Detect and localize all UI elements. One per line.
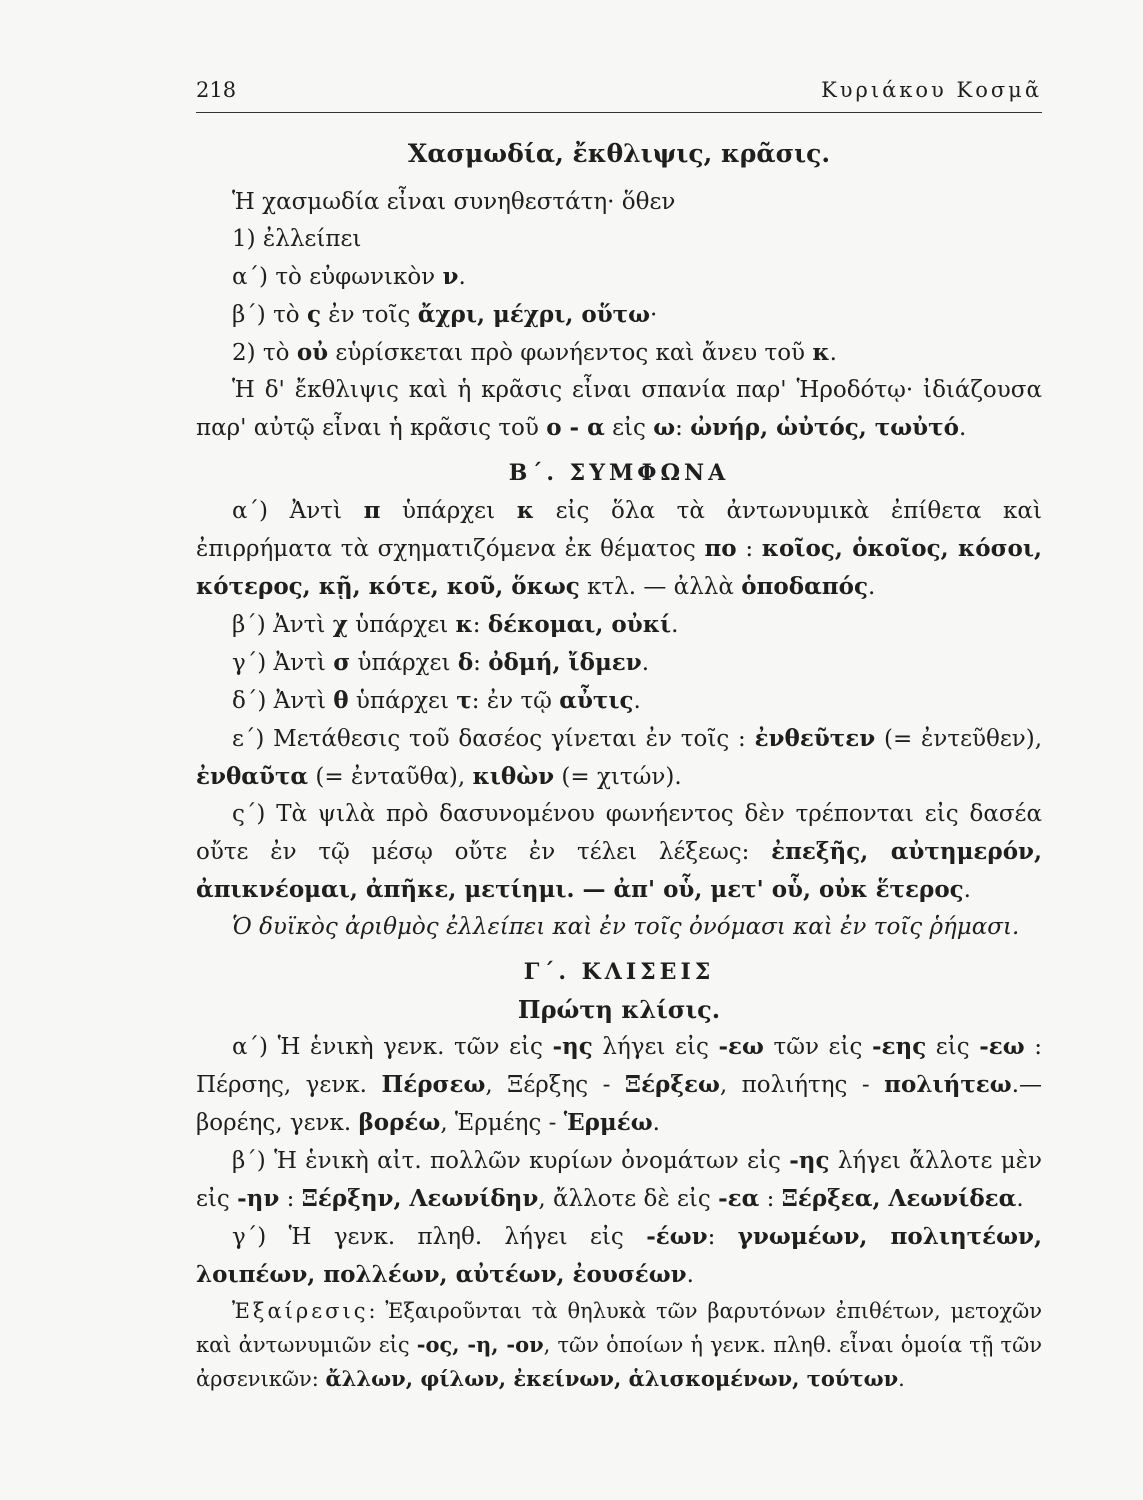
bold-term: ς: [306, 301, 321, 328]
bold-term: τ: [456, 687, 472, 714]
paragraph: [196, 184, 1042, 221]
text-run: ὑπάρχει: [348, 688, 457, 714]
text-run: , ἄλλοτε δὲ εἰς: [538, 1186, 719, 1212]
bold-term: -ην: [237, 1185, 280, 1212]
text-run: α΄) Ἡ ἑνικὴ γενκ. τῶν εἰς: [232, 1034, 553, 1060]
text-run: .: [958, 415, 967, 441]
text-run: , πολιήτης -: [719, 1072, 885, 1098]
spaced-term: Ἐξαίρεσις: [232, 1299, 369, 1323]
paragraph: [196, 1218, 1042, 1294]
bold-term: δ: [457, 649, 474, 676]
text-run: α΄) τὸ εὐφωνικὸν: [232, 264, 443, 290]
bold-term: κ: [516, 497, 534, 524]
text-run: (= χιτών).: [554, 764, 682, 790]
bold-term: -εης: [871, 1033, 927, 1060]
text-run: :: [473, 650, 489, 676]
bold-term: κοῖος, ὁκοῖος, κόσοι, κότερος, κῇ, κότε, κοῦ, ὅκως: [196, 535, 1043, 600]
subsection-heading: Πρώτη κλίσις.: [517, 995, 721, 1024]
bold-term: Ξέρξην, Λεωνίδην: [301, 1185, 539, 1212]
text-run: : Πέρσης, γενκ.: [196, 1034, 1043, 1098]
bold-term: ἄλλων, φίλων, ἐκείνων, ἁλισκομένων, τούτων: [325, 1366, 899, 1391]
bold-term: αὖτις: [559, 687, 634, 714]
text-run: β΄) τὸ: [232, 302, 307, 328]
text-run: γ΄) Ἀντὶ: [232, 650, 334, 676]
paragraph: [196, 1028, 1042, 1142]
page-body: [196, 135, 1042, 1396]
text-run: .: [829, 340, 837, 366]
page-header: [196, 72, 1042, 113]
bold-term: πο: [704, 535, 737, 562]
text-run: β΄) Ἀντὶ: [232, 612, 333, 638]
text-run: κτλ. — ἀλλὰ: [579, 574, 742, 600]
bold-term: -εα: [718, 1185, 760, 1212]
text-run: .: [641, 650, 650, 676]
bold-term: -έων: [646, 1223, 708, 1250]
text-run: .: [898, 1367, 905, 1391]
bold-term: σ: [333, 649, 351, 676]
section-heading: Β΄. ΣΥΜΦΩΝΑ: [508, 460, 730, 486]
text-run: α΄) Ἀντὶ: [232, 498, 364, 524]
bold-term: -ης: [789, 1147, 830, 1174]
bold-term: ἐνθεῦτεν: [754, 725, 876, 752]
text-run: ·: [650, 302, 658, 328]
text-run: .: [867, 574, 876, 600]
text-run: δ΄) Ἀντὶ: [232, 688, 334, 714]
bold-term: ο - α: [546, 414, 605, 441]
text-run: .: [652, 1110, 660, 1136]
paragraph: [196, 682, 1042, 720]
text-run: .: [458, 264, 466, 290]
text-run: Ἡ χασμωδία εἶναι συνηθεστάτη· ὅθεν: [232, 189, 676, 215]
text-run: .— βορέης, γενκ.: [196, 1072, 1042, 1136]
bold-term: γνωμέων, πολιητέων, λοιπέων, πολλέων, αὐτέων, ἐουσέων: [196, 1223, 1043, 1288]
text-run: Ὁ δυϊκὸς ἀριθμὸς ἐλλείπει καὶ ἐν τοῖς ὀνόμασι καὶ ἐν τοῖς ῥήμασι.: [232, 914, 1020, 940]
text-run: .: [1016, 1186, 1024, 1212]
text-run: ὑπάρχει: [347, 612, 456, 638]
text-run: :: [707, 1224, 738, 1250]
paragraph: [196, 720, 1042, 796]
paragraph: [196, 372, 1042, 447]
bold-term: Ξέρξεα, Λεωνίδεα: [781, 1185, 1017, 1212]
text-run: ἐν τοῖς: [320, 302, 418, 328]
text-run: λήγει ἄλλοτε μὲν εἰς: [196, 1148, 1042, 1212]
text-run: :: [675, 415, 691, 441]
text-run: λήγει εἰς: [592, 1034, 719, 1060]
bold-term: θ: [333, 687, 349, 714]
text-run: γ΄) Ἡ γενκ. πληθ. λήγει εἰς: [232, 1224, 647, 1250]
bold-term: δέκομαι, οὐκί: [487, 611, 672, 638]
paragraph: [196, 334, 1042, 372]
text-run: ὑπάρχει: [380, 498, 517, 524]
paragraph: [196, 909, 1042, 946]
bold-term: -εω: [979, 1033, 1025, 1060]
text-run: , Ξέρξης -: [485, 1072, 625, 1098]
bold-term: κ: [455, 611, 473, 638]
paragraph: [196, 644, 1042, 682]
text-run: εὑρίσκεται πρὸ φωνήεντος καὶ ἄνευ τοῦ: [328, 340, 813, 366]
paragraph: [196, 258, 1042, 296]
page-number: 218: [196, 78, 237, 102]
text-run: εἰς: [926, 1034, 980, 1060]
text-run: , Ἑρμέης -: [440, 1110, 564, 1136]
bold-term: κιθὼν: [472, 763, 555, 790]
text-run: ς΄) Τὰ ψιλὰ πρὸ δασυνομένου φωνήεντος δὲν τρέπονται εἰς δασέα οὔτε ἐν τῷ μέσῳ οὔτε ἐν τέλει λέξεως:: [196, 801, 1042, 865]
text-run: ε΄) Μετάθεσις τοῦ δασέος γίνεται ἐν τοῖς :: [232, 726, 755, 752]
text-run: ὑπάρχει: [350, 650, 458, 676]
bold-term: -ος, -η, -ον: [416, 1332, 544, 1357]
text-run: , τῶν ὁποίων ἡ γενκ. πληθ. εἶναι ὁμοία τῇ τῶν ἀρσενικῶν:: [196, 1333, 1042, 1391]
bold-term: -ης: [552, 1033, 593, 1060]
text-run: :: [472, 612, 488, 638]
paragraph: [196, 1142, 1042, 1218]
text-run: β΄) Ἡ ἑνικὴ αἰτ. πολλῶν κυρίων ὀνομάτων εἰς: [232, 1148, 790, 1174]
bold-term: ὀδμή, ἴδμεν: [488, 649, 642, 676]
paragraph: [196, 296, 1042, 334]
paragraph: [196, 796, 1042, 909]
text-run: :: [759, 1186, 782, 1212]
bold-term: κ: [812, 339, 830, 366]
text-run: :: [279, 1186, 302, 1212]
section-heading: Χασμωδία, ἔκθλιψις, κρᾶσις.: [407, 139, 831, 168]
bold-term: ὁποδαπός: [741, 573, 868, 600]
bold-term: Ἑρμέω: [563, 1109, 653, 1136]
text-run: τῶν εἰς: [763, 1034, 872, 1060]
bold-term: βορέω: [358, 1109, 441, 1136]
bold-term: π: [363, 497, 381, 524]
bold-term: ἐνθαῦτα: [196, 763, 309, 790]
text-run: εἰς ὅλα τὰ ἀντωνυμικὰ ἐπίθετα καὶ ἐπιρρήματα τὰ σχηματιζόμενα ἐκ θέματος: [196, 498, 1042, 562]
paragraph: [196, 606, 1042, 644]
text-run: Ἡ δ' ἔκθλιψις καὶ ἡ κρᾶσις εἶναι σπανία παρ' Ἡροδότῳ· ἰδιάζουσα παρ' αὐτῷ εἶναι ἡ κρᾶσις τοῦ: [196, 377, 1042, 441]
bold-term: ἐπεξῆς, αὐτημερόν, ἀπικνέομαι, ἀπῆκε, μετίημι. — ἀπ' οὗ, μετ' οὗ, οὐκ ἕτερος: [196, 838, 1042, 903]
paragraph: [196, 221, 1042, 258]
bold-term: -εω: [718, 1033, 764, 1060]
bold-term: ἄχρι, μέχρι, οὕτω: [417, 301, 651, 328]
running-head: Κυριάκου Κοσμᾶ: [821, 78, 1042, 102]
bold-term: οὐ: [296, 339, 329, 366]
bold-term: Ξέρξεω: [624, 1071, 720, 1098]
text-run: 1) ἐλλείπει: [232, 226, 362, 252]
bold-term: χ: [332, 611, 348, 638]
text-run: .: [671, 612, 679, 638]
text-run: εἰς: [604, 415, 654, 441]
text-run: (= ἐντεῦθεν),: [875, 726, 1043, 752]
text-run: (= ἐνταῦθα),: [308, 764, 473, 790]
text-run: .: [686, 1262, 694, 1288]
bold-term: Πέρσεω: [381, 1071, 486, 1098]
text-run: .: [633, 688, 641, 714]
bold-term: ω: [653, 414, 676, 441]
text-run: : Ἐξαιροῦνται τὰ θηλυκὰ τῶν βαρυτόνων ἐπιθέτων, μετοχῶν καὶ ἀντωνυμιῶν εἰς: [196, 1299, 1042, 1357]
text-run: :: [736, 536, 762, 562]
bold-term: πολιήτεω: [884, 1071, 1012, 1098]
text-run: .: [963, 877, 971, 903]
bold-term: ὠνήρ, ὡὐτός, τωὐτό: [690, 414, 959, 441]
bold-term: ν: [442, 263, 459, 290]
text-run: : ἐν τῷ: [471, 688, 560, 714]
paragraph: [196, 492, 1042, 606]
section-heading: Γ΄. ΚΛΙΣΕΙΣ: [523, 959, 715, 985]
paragraph: [196, 1294, 1042, 1396]
text-run: 2) τὸ: [232, 340, 297, 366]
